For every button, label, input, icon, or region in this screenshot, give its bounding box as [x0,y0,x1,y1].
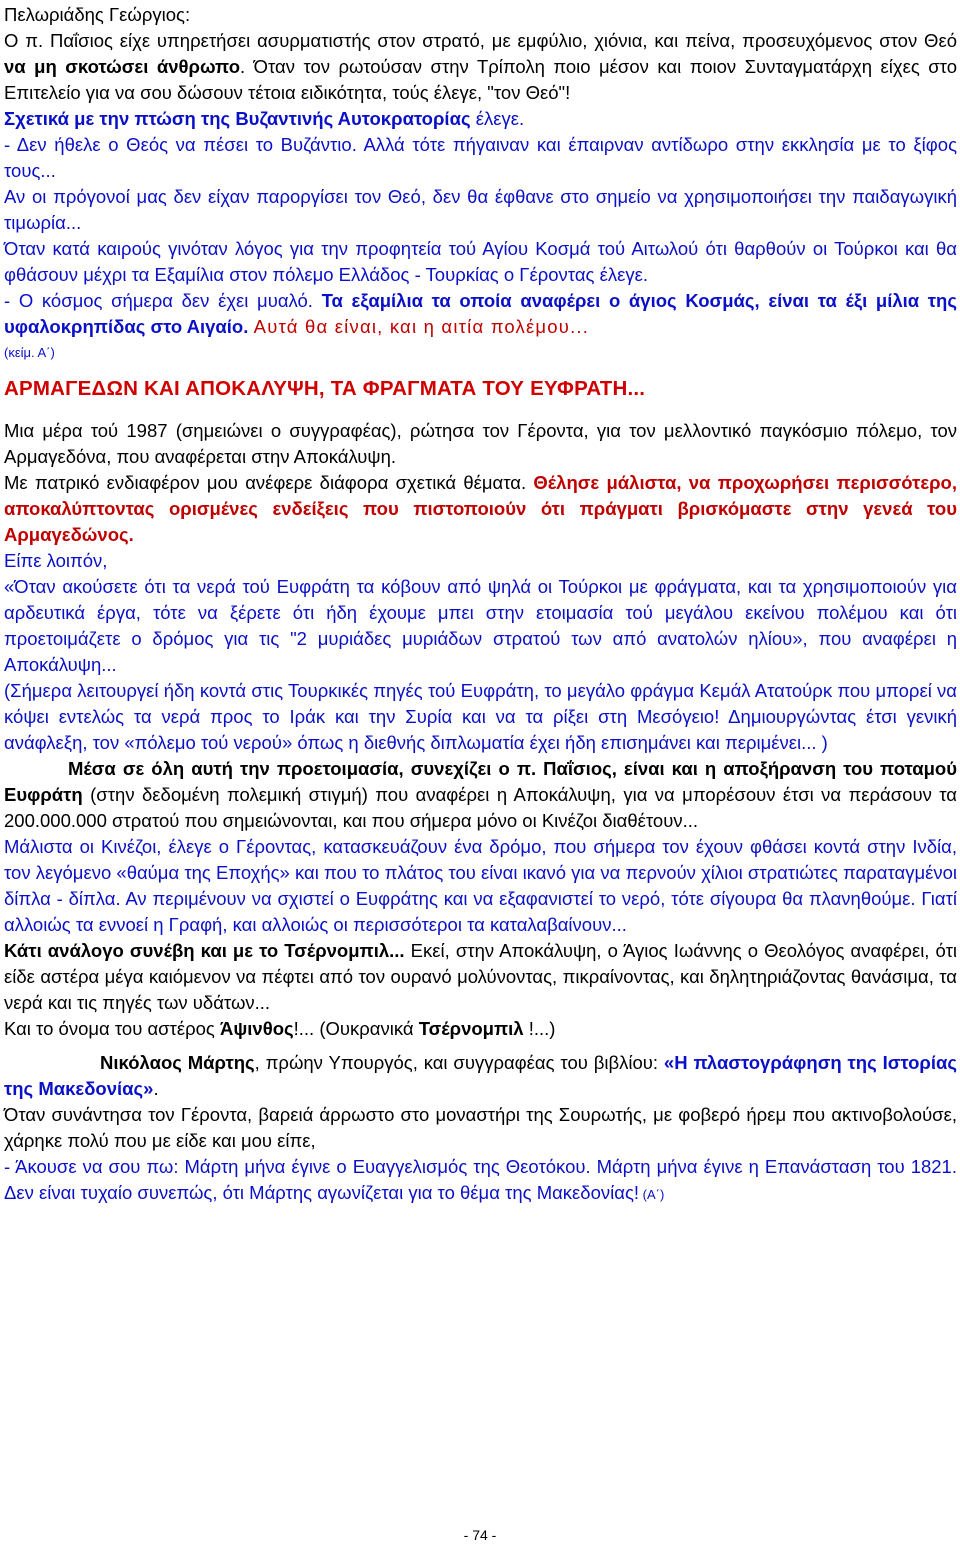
paragraph-byzantium-intro: Σχετικά με την πτώση της Βυζαντινής Αυτοκρατορίας έλεγε. [4,108,525,129]
paragraph-ataturk-dam: (Σήμερα λειτουργεί ήδη κοντά στις Τουρκικές πηγές τού Ευφράτη, το μεγάλο φράγμα Κεμάλ Ατατούρκ που μπορεί να κόψει εντελώς τα νερά προς το Ιράκ και την Συρία και να τα ρίξει στη Μεσόγειο! Δημιουργώντας έτσι γενική ανάφλεξη, τον «πόλεμο τού νερού» όπως η διεθνής διπλωματία έχει ήδη επισημάνει και περιμένει... ) [4,680,957,753]
paragraph-chinese-road: Μάλιστα οι Κινέζοι, έλεγε ο Γέροντας, κατασκευάζουν ένα δρόμο, που σήμερα τον έχουν φθάσει κοντά στην Ινδία, τον λεγόμενο «θαύμα της Εποχής» και που το πλάτος του είναι ικανό για να περνούν χίλιοι στρατιώτες παραταγμένοι δίπλα - δίπλα. Αν περιμένουν να σχιστεί ο Ευφράτης και να εξαφανιστεί το νερό, τότε σίγουρα θα πλανηθούμε. Γιατί αλλοιώς τα εννοεί η Γραφή, και αλλοιώς οι περισσότεροι τα καταλαβαίνουν... [4,836,957,935]
author-name: Νικόλαος Μάρτης [100,1052,255,1073]
paragraph-euphrates-quote: «Όταν ακούσετε ότι τα νερά τού Ευφράτη τα κόβουν από ψηλά οι Τούρκοι με φράγματα, και τα χρησιμοποιούν για αρδευτικά έργα, τότε να ξέρετε ότι ήδη έχουμε μπει στην ετοιμασία τού μεγάλου εκείνου πολέμου και ότι προετοιμάζετε ο δρόμος για τις "2 μυριάδες μυριάδων στρατού των από ανατολών ηλίου», που αναφέρει η Αποκάλυψη... [4,576,957,675]
paragraph-prophecy-kosmas: Όταν κατά καιρούς γινόταν λόγος για την προφητεία τού Αγίου Κοσμά τού Αιτωλού ότι θαρθούν οι Τούρκοι και θα φθάσουν μέχρι τα Εξαμίλια στον πόλεμο Ελλάδος - Τουρκίας ο Γέροντας έλεγε. [4,238,957,285]
emphasis-drying: Μέσα σε όλη αυτή την προετοιμασία, συνεχίζει ο π. Παΐσιος, είναι και η αποξήρανση του ποταμού Ευφράτη [4,758,957,805]
paragraph-army-service: Ο π. Παΐσιος είχε υπηρετήσει ασυρματιστής στον στρατό, με εμφύλιο, χιόνια, και πείνα, προσευχόμενος στον Θεό να μη σκοτώσει άνθρωπο. Όταν τον ρωτούσαν στην Τρίπολη ποιο μέσον και ποιον Συνταγματάρχη είχες στο Επιτελείο για να σου δώσουν τέτοια ειδικότητα, τούς έλεγε, "τον Θεό"! [4,30,957,103]
paragraph-wormwood: Και το όνομα του αστέρος Άψινθος!... (Ουκρανικά Τσέρνομπιλ !...) [4,1018,556,1039]
paragraph-world-mind: - Ο κόσμος σήμερα δεν έχει μυαλό. Τα εξαμίλια τα οποία αναφέρει ο άγιος Κοσμάς, είναι τα έξι μίλια της υφαλοκρηπίδας στο Αιγαίο. Αυτά θα είναι, και η αιτία πολέμου... [4,290,957,337]
speaker-name: Πελωριάδης Γεώργιος: [4,4,191,25]
page-number: - 74 - [463,1527,497,1543]
section-martis [4,1050,957,1208]
emphasis-six-miles: Τα εξαμίλια τα οποία αναφέρει ο άγιος Κοσμάς, είναι τα έξι μίλια της υφαλοκρηπίδας στο Αιγαίο. [4,290,957,337]
citation-ref: (κείμ. Α΄) [4,345,55,360]
paragraph-said: Είπε λοιπόν, [4,550,108,571]
heading-container [4,374,957,404]
paragraph-sourotis: Όταν συνάντησα τον Γέροντα, βαρειά άρρωστο στο μοναστήρι της Σουρωτής, με φοβερό ήρεμ που ακτινοβολούσε, χάρηκε πολύ που με είδε και μου είπε, [4,1104,957,1151]
paragraph-march: - Άκουσε να σου πω: Μάρτη μήνα έγινε ο Ευαγγελισμός της Θεοτόκου. Μάρτη μήνα έγινε η Επανάσταση του 1821. Δεν είναι τυχαίο συνεπώς, ότι Μάρτης αγωνίζεται για το θέμα της Μακεδονίας! (Α΄) [4,1156,957,1203]
paragraph-chernobyl: Κάτι ανάλογο συνέβη και με το Τσέρνομπιλ... Εκεί, στην Αποκάλυψη, ο Άγιος Ιωάννης ο Θεολόγος αναφέρει, ότι είδε αστέρα μέγα καιόμενον να πέφτει από τον ουρανό μολύνοντας, πικραίνοντας, και δηλητηριάζοντας θανάσιμα, τα νερά και τις πηγές των υδάτων... [4,940,957,1013]
paragraph-martis-intro: Νικόλαος Μάρτης, πρώην Υπουργός, και συγγραφέας του βιβλίου: «Η πλαστογράφηση της Ιστορίας της Μακεδονίας». [4,1052,958,1099]
emphasis-generation: Θέλησε μάλιστα, να προχωρήσει περισσότερο, αποκαλύπτοντας ορισμένες ενδείξεις που πιστοποιούν ότι πράγματι βρισκόμαστε στην γενεά του Αρμαγεδώνος. [4,472,957,545]
section-paisios-sayings [4,0,957,366]
emphasis-apsinthos: Άψινθος [219,1018,294,1039]
book-title: «Η πλαστογράφηση της Ιστορίας της Μακεδονίας» [4,1052,958,1099]
emphasis-not-kill: να μη σκοτώσει άνθρωπο [4,56,241,77]
paragraph-byzantium-fall: - Δεν ήθελε ο Θεός να πέσει το Βυζάντιο. Αλλά τότε πήγαιναν και έπαιρναν αντίδωρο στην εκκλησία με το ξίφος τους... [4,134,957,181]
citation-ref-2: (Α΄) [639,1187,665,1202]
emphasis-chernobyl: Κάτι ανάλογο συνέβη και με το Τσέρνομπιλ... [4,940,405,961]
byzantium-heading: Σχετικά με την πτώση της Βυζαντινής Αυτοκρατορίας [4,108,471,129]
section-heading: ΑΡΜΑΓΕΔΩΝ ΚΑΙ ΑΠΟΚΑΛΥΨΗ, ΤΑ ΦΡΑΓΜΑΤΑ ΤΟΥ ΕΥΦΡΑΤΗ... [4,377,646,400]
emphasis-cause-of-war: Αυτά θα είναι, και η αιτία πολέμου... [248,316,590,337]
section-armageddon [4,418,957,1042]
paragraph-drying-euphrates: Μέσα σε όλη αυτή την προετοιμασία, συνεχίζει ο π. Παΐσιος, είναι και η αποξήρανση του ποταμού Ευφράτη (στην δεδομένη πολεμική στιγμή) που αναφέρει η Αποκάλυψη, για να μπορέσουν έτσι να περάσουν τα 200.000.000 στρατού που σημειώνονται, και που σήμερα μόνο οι Κινέζοι διαθέτουν... [4,758,957,831]
document-page [4,0,957,1208]
paragraph-paternal-interest: Με πατρικό ενδιαφέρον μου ανέφερε διάφορα σχετικά θέματα. Θέλησε μάλιστα, να προχωρήσει περισσότερο, αποκαλύπτοντας ορισμένες ενδείξεις που πιστοποιούν ότι πράγματι βρισκόμαστε στην γενεά του Αρμαγεδώνος. [4,472,957,545]
paragraph-1987: Μια μέρα τού 1987 (σημειώνει ο συγγραφέας), ρώτησα τον Γέροντα, για τον μελλοντικό παγκόσμιο πόλεμο, τον Αρμαγεδόνα, που αναφέρεται στην Αποκάλυψη. [4,420,957,467]
paragraph-ancestors: Αν οι πρόγονοί μας δεν είχαν παροργίσει τον Θεό, δεν θα έφθανε στο σημείο να χρησιμοποιήσει την παιδαγωγική τιμωρία... [4,186,957,233]
emphasis-chernobyl-name: Τσέρνομπιλ [418,1018,524,1039]
